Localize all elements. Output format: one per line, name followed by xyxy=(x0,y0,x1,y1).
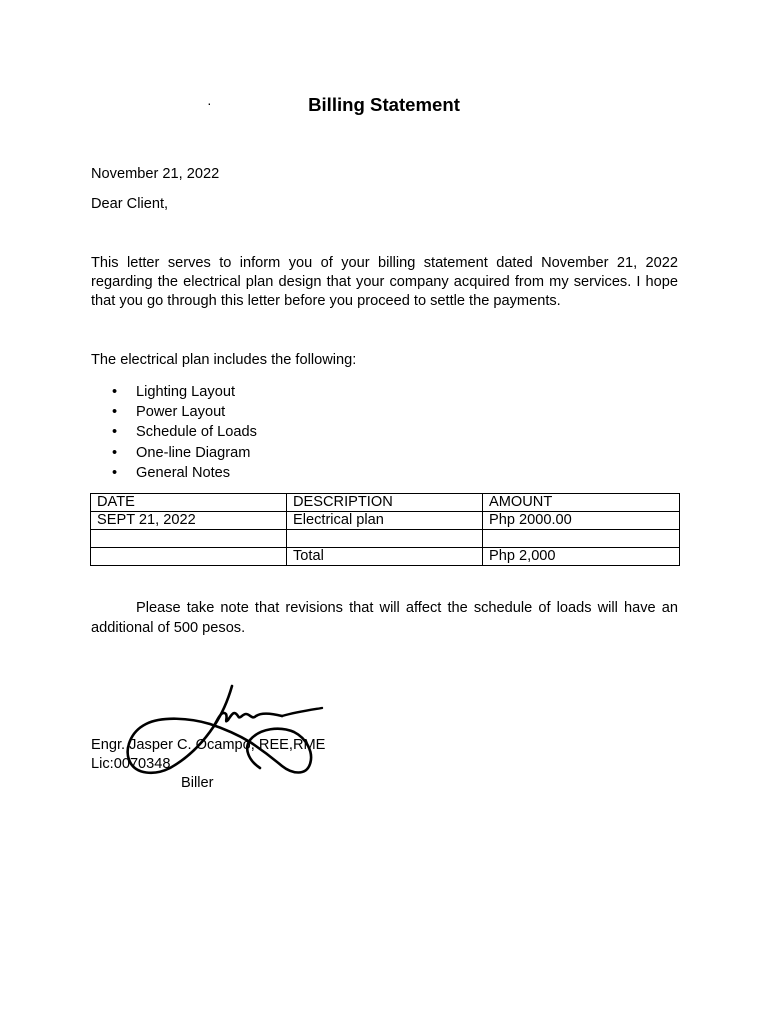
cell-description xyxy=(287,530,483,548)
intro-paragraph-line-1: This letter serves to inform you of your billing statement dated November 21, 2022 xyxy=(91,255,678,271)
intro-paragraph-line-2: regarding the electrical plan design that your company acquired from my services. I hope xyxy=(91,274,678,290)
header-description: DESCRIPTION xyxy=(287,494,483,512)
cell-date: SEPT 21, 2022 xyxy=(91,512,287,530)
bullet-icon: • xyxy=(112,404,118,421)
cell-amount xyxy=(483,530,680,548)
signer-role: Biller xyxy=(181,775,214,791)
cell-description: Electrical plan xyxy=(287,512,483,530)
table-row xyxy=(91,530,680,548)
table-total-row xyxy=(91,548,680,566)
header-date: DATE xyxy=(91,494,287,512)
list-item-label: Lighting Layout xyxy=(136,384,235,400)
list-item xyxy=(91,382,257,402)
included-items-list xyxy=(91,382,257,483)
list-item-label: Schedule of Loads xyxy=(136,424,257,441)
list-item-label: Power Layout xyxy=(136,404,226,421)
list-item xyxy=(91,402,257,422)
salutation: Dear Client, xyxy=(91,196,169,212)
intro-paragraph-line-3: that you go through this letter before you proceed to settle the payments. xyxy=(91,293,561,309)
header-amount: AMOUNT xyxy=(483,494,680,512)
signer-license: Lic:0070348 xyxy=(91,756,171,772)
list-item-label: One-line Diagram xyxy=(136,444,251,461)
list-item-label: General Notes xyxy=(136,464,231,481)
cell-date xyxy=(91,530,287,548)
table-header-row xyxy=(91,494,680,512)
revision-note xyxy=(91,598,678,638)
bullet-icon: • xyxy=(112,464,118,481)
total-amount: Php 2,000 xyxy=(483,548,680,566)
revision-note-line-2: additional of 500 pesos. xyxy=(91,620,246,636)
signer-name: Engr. Jasper C. Ocampo, REE,RME xyxy=(91,737,326,753)
list-item xyxy=(91,443,257,463)
table-row xyxy=(91,512,680,530)
billing-table xyxy=(90,493,680,566)
cell-date xyxy=(91,548,287,566)
revision-note-line-1: Please take note that revisions that will affect the schedule of loads will have an xyxy=(136,600,678,616)
letter-date: November 21, 2022 xyxy=(91,166,220,182)
list-intro: The electrical plan includes the following: xyxy=(91,352,357,368)
list-item xyxy=(91,422,257,442)
cell-amount: Php 2000.00 xyxy=(483,512,680,530)
stray-dot-mark: · xyxy=(207,95,212,111)
document-title: Billing Statement xyxy=(308,94,460,115)
bullet-icon: • xyxy=(112,384,118,400)
signer-block xyxy=(91,736,325,774)
bullet-icon: • xyxy=(112,444,118,461)
list-item xyxy=(91,463,257,483)
bullet-icon: • xyxy=(112,424,118,441)
total-label: Total xyxy=(287,548,483,566)
